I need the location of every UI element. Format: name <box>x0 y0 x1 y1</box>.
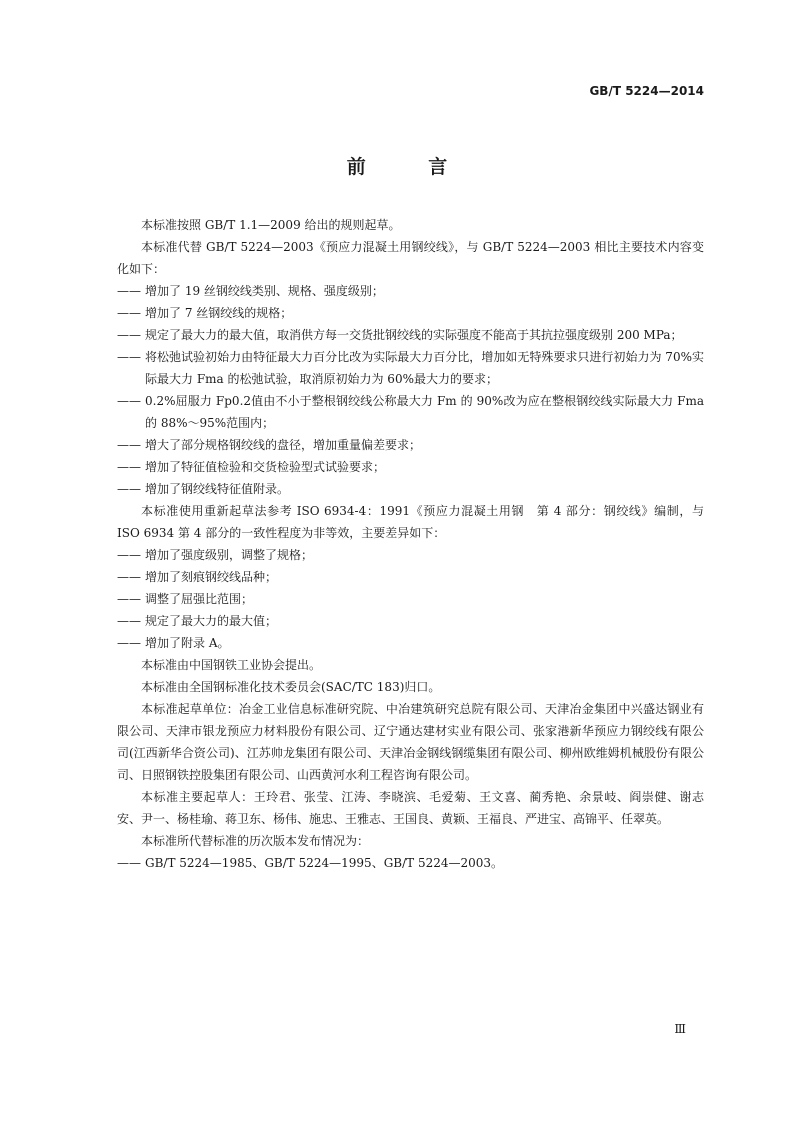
page-number: Ⅲ <box>674 1022 686 1036</box>
list-item: —— GB/T 5224—1985、GB/T 5224—1995、GB/T 5224—2003。 <box>117 852 704 874</box>
list-item: —— 0.2%屈服力 Fp0.2值由不小于整根钢绞线公称最大力 Fm 的 90%改为应在整根钢绞线实际最大力 Fma 的 88%～95%范围内； <box>117 390 704 434</box>
dash-mark: —— <box>117 394 141 408</box>
list-item: —— 调整了屈强比范围； <box>117 588 704 610</box>
document-code: GB/T 5224—2014 <box>589 84 704 98</box>
dash-mark: —— <box>117 570 141 584</box>
list-item: —— 增加了钢绞线特征值附录。 <box>117 478 704 500</box>
differences-list <box>117 544 704 654</box>
list-item: —— 规定了最大力的最大值； <box>117 610 704 632</box>
list-item: —— 将松弛试验初始力由特征最大力百分比改为实际最大力百分比，增加如无特殊要求只进行初始力为 70%实际最大力 Fma 的松弛试验，取消原初始力为 60%最大力的要求； <box>117 346 704 390</box>
paragraph-history: 本标准所代替标准的历次版本发布情况为： <box>141 834 370 848</box>
dash-mark: —— <box>117 306 141 320</box>
list-item: —— 增大了部分规格钢绞线的盘径，增加重量偏差要求； <box>117 434 704 456</box>
list-item: —— 增加了 19 丝钢绞线类别、规格、强度级别； <box>117 280 704 302</box>
dash-mark: —— <box>117 856 141 870</box>
list-item: —— 规定了最大力的最大值，取消供方每一交货批钢绞线的实际强度不能高于其抗拉强度级别 200 MPa； <box>117 324 704 346</box>
paragraph-drafters: 本标准主要起草人：王玲君、张莹、江涛、李晓滨、毛爱菊、王文喜、蔺秀艳、余景岐、阎崇健、谢志安、尹一、杨桂瑜、蒋卫东、杨伟、施忠、王雅志、王国良、黄颖、王福良、严进宝、高锦平、任翠英。 <box>117 790 704 826</box>
dash-mark: —— <box>117 328 141 342</box>
list-item: —— 增加了刻痕钢绞线品种； <box>117 566 704 588</box>
paragraph-proposer: 本标准由中国钢铁工业协会提出。 <box>141 658 322 672</box>
dash-mark: —— <box>117 636 141 650</box>
paragraph-iso-reference: 本标准使用重新起草法参考 ISO 6934-4：1991《预应力混凝土用钢 第 4 部分：钢绞线》编制，与 ISO 6934 第 4 部分的一致性程度为非等效，主要差异如下： <box>117 504 704 540</box>
dash-mark: —— <box>117 482 141 496</box>
dash-mark: —— <box>117 350 141 364</box>
list-item: —— 增加了附录 A。 <box>117 632 704 654</box>
document-body <box>117 214 704 874</box>
dash-mark: —— <box>117 548 141 562</box>
list-item: —— 增加了强度级别，调整了规格； <box>117 544 704 566</box>
paragraph-drafting-units: 本标准起草单位：冶金工业信息标准研究院、中冶建筑研究总院有限公司、天津冶金集团中兴盛达钢业有限公司、天津市银龙预应力材料股份有限公司、辽宁通达建材实业有限公司、张家港新华预应力钢绞线有限公司(江西新华合资公司)、江苏帅龙集团有限公司、天津冶金钢线钢缆集团有限公司、柳州欧维姆机械股份有限公司、日照钢铁控股集团有限公司、山西黄河水利工程咨询有限公司。 <box>117 702 704 782</box>
dash-mark: —— <box>117 438 141 452</box>
paragraph-replacement: 本标准代替 GB/T 5224—2003《预应力混凝土用钢绞线》，与 GB/T 5224—2003 相比主要技术内容变化如下： <box>117 240 704 276</box>
dash-mark: —— <box>117 460 141 474</box>
list-item: —— 增加了 7 丝钢绞线的规格； <box>117 302 704 324</box>
dash-mark: —— <box>117 614 141 628</box>
changes-list <box>117 280 704 500</box>
dash-mark: —— <box>117 592 141 606</box>
paragraph-drafting-rules: 本标准按照 GB/T 1.1—2009 给出的规则起草。 <box>141 218 401 232</box>
page-title: 前 言 <box>346 156 476 178</box>
paragraph-administrator: 本标准由全国钢标准化技术委员会(SAC/TC 183)归口。 <box>141 680 441 694</box>
list-item: —— 增加了特征值检验和交货检验型式试验要求； <box>117 456 704 478</box>
dash-mark: —— <box>117 284 141 298</box>
